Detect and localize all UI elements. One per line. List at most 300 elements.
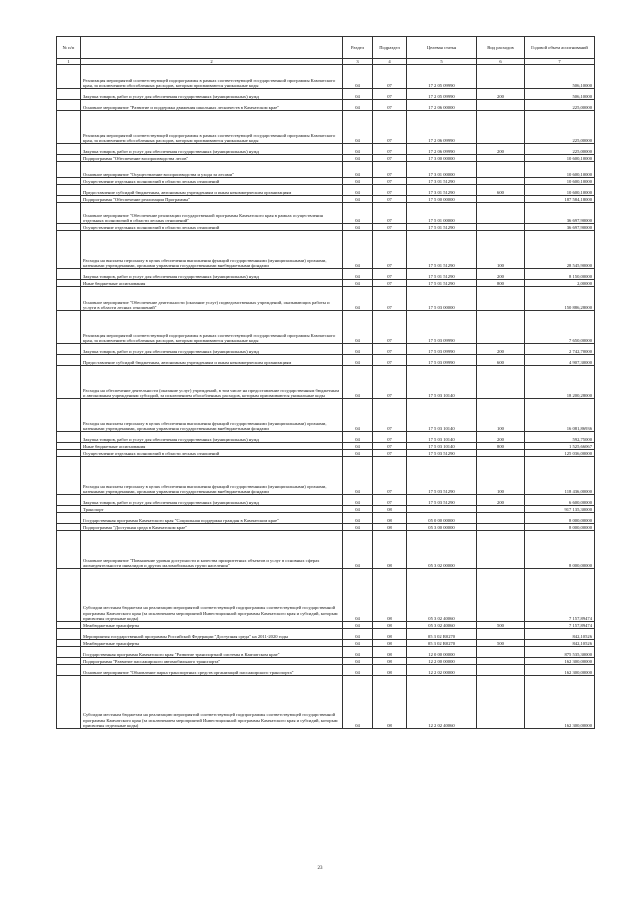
- row-razdel-cell: 04: [343, 640, 373, 647]
- row-amount-cell: 875 535,30000: [525, 647, 595, 658]
- row-target-cell: 12 2 02 00000: [407, 665, 477, 676]
- header-podrazdel: Подраздел: [373, 37, 407, 59]
- header-razdel: Раздел: [343, 37, 373, 59]
- row-amount-cell: 162 300,00000: [525, 676, 595, 729]
- row-name-cell: Расходы на выплаты персоналу в целях обеспечения выполнения функций государственными (муниципальными) органами, казенными учреждениями, органами управления государственными внебюджетными фондами: [81, 399, 343, 432]
- row-number-cell: [57, 366, 81, 399]
- row-name-cell: Основное мероприятие "Обновление парка транспортных средств организаций пассажирского транспорта": [81, 665, 343, 676]
- row-number-cell: [57, 647, 81, 658]
- row-podrazdel-cell: 07: [373, 287, 407, 311]
- row-name-cell: Закупка товаров, работ и услуг для обеспечения государственных (муниципальных) нужд: [81, 344, 343, 355]
- row-razdel-cell: 04: [343, 622, 373, 629]
- row-name-cell: Межбюджетные трансферты: [81, 640, 343, 647]
- row-podrazdel-cell: 07: [373, 89, 407, 100]
- row-name-cell: Подпрограмма "Обеспечение воспроизводства лесов": [81, 155, 343, 162]
- row-amount-cell: 150 886,28000: [525, 287, 595, 311]
- row-type-cell: 800: [477, 280, 525, 287]
- table-row: [57, 450, 595, 457]
- row-amount-cell: 2,00000: [525, 280, 595, 287]
- row-number-cell: [57, 443, 81, 450]
- row-number-cell: [57, 658, 81, 665]
- row-type-cell: [477, 513, 525, 524]
- row-target-cell: 17 5 03 00000: [407, 287, 477, 311]
- row-name-cell: Реализация мероприятий соответствующей подпрограммы в рамках соответствующей государственной программы Камчатского края, за исключением обособленных расходов, которым присваиваются уникальные коды: [81, 111, 343, 144]
- row-amount-cell: 10 600,10000: [525, 178, 595, 185]
- row-razdel-cell: 04: [343, 432, 373, 443]
- row-target-cell: 17 5 03 51290: [407, 457, 477, 495]
- row-name-cell: Иные бюджетные ассигнования: [81, 443, 343, 450]
- row-razdel-cell: 04: [343, 311, 373, 344]
- table-row: [57, 676, 595, 729]
- row-target-cell: 17 2 05 09990: [407, 89, 477, 100]
- row-podrazdel-cell: 07: [373, 100, 407, 111]
- row-target-cell: 17 5 01 51290: [407, 224, 477, 231]
- row-type-cell: [477, 203, 525, 224]
- table-row: [57, 311, 595, 344]
- row-type-cell: [477, 450, 525, 457]
- row-razdel-cell: 04: [343, 658, 373, 665]
- row-razdel-cell: 04: [343, 203, 373, 224]
- row-type-cell: [477, 531, 525, 569]
- row-number-cell: [57, 531, 81, 569]
- row-target-cell: 17 2 05 09990: [407, 65, 477, 89]
- row-podrazdel-cell: 07: [373, 366, 407, 399]
- header-number: № п/п: [57, 37, 81, 59]
- row-razdel-cell: 04: [343, 100, 373, 111]
- row-number-cell: [57, 111, 81, 144]
- row-podrazdel-cell: 08: [373, 513, 407, 524]
- row-podrazdel-cell: 07: [373, 155, 407, 162]
- row-podrazdel-cell: 08: [373, 658, 407, 665]
- row-razdel-cell: 04: [343, 162, 373, 178]
- row-name-cell: Подпрограмма "Обеспечение реализации Программы": [81, 196, 343, 203]
- row-type-cell: 200: [477, 495, 525, 506]
- row-razdel-cell: 04: [343, 457, 373, 495]
- table-row: [57, 100, 595, 111]
- row-podrazdel-cell: 07: [373, 224, 407, 231]
- row-podrazdel-cell: 08: [373, 640, 407, 647]
- row-name-cell: Закупка товаров, работ и услуг для обеспечения государственных (муниципальных) нужд: [81, 495, 343, 506]
- row-amount-cell: 8 000,00000: [525, 531, 595, 569]
- row-podrazdel-cell: 07: [373, 344, 407, 355]
- table-row: [57, 524, 595, 531]
- row-razdel-cell: 04: [343, 531, 373, 569]
- row-number-cell: [57, 640, 81, 647]
- row-amount-cell: 2 742,70000: [525, 344, 595, 355]
- table-row: [57, 224, 595, 231]
- row-type-cell: 600: [477, 355, 525, 366]
- row-name-cell: Закупка товаров, работ и услуг для обеспечения государственных (муниципальных) нужд: [81, 432, 343, 443]
- row-amount-cell: 8 000,00000: [525, 524, 595, 531]
- row-type-cell: 100: [477, 399, 525, 432]
- row-podrazdel-cell: 08: [373, 569, 407, 622]
- row-amount-cell: 7 157,89474: [525, 622, 595, 629]
- row-number-cell: [57, 622, 81, 629]
- row-target-cell: 17 3 01 00000: [407, 162, 477, 178]
- row-podrazdel-cell: 07: [373, 111, 407, 144]
- row-name-cell: Мероприятия государственной программы Российской Федерации "Доступная среда" на 2011-2020 годы: [81, 629, 343, 640]
- row-name-cell: Осуществление отдельных полномочий в области лесных отношений: [81, 450, 343, 457]
- header-name: [81, 37, 343, 59]
- row-amount-cell: 506,10000: [525, 65, 595, 89]
- column-number: 1: [57, 59, 81, 65]
- row-amount-cell: 10 600,10000: [525, 162, 595, 178]
- row-podrazdel-cell: 08: [373, 622, 407, 629]
- column-number: 6: [477, 59, 525, 65]
- table-row: [57, 506, 595, 513]
- row-type-cell: [477, 629, 525, 640]
- row-number-cell: [57, 495, 81, 506]
- row-target-cell: 17 2 06 09990: [407, 111, 477, 144]
- row-amount-cell: 225,00000: [525, 111, 595, 144]
- row-podrazdel-cell: 07: [373, 196, 407, 203]
- row-amount-cell: 28 545,90000: [525, 231, 595, 269]
- table-row: [57, 155, 595, 162]
- row-name-cell: Иные бюджетные ассигнования: [81, 280, 343, 287]
- row-target-cell: 05 3 02 00000: [407, 531, 477, 569]
- row-podrazdel-cell: 07: [373, 311, 407, 344]
- row-number-cell: [57, 629, 81, 640]
- row-amount-cell: 4 907,30000: [525, 355, 595, 366]
- row-target-cell: 17 2 06 00000: [407, 100, 477, 111]
- row-type-cell: [477, 665, 525, 676]
- row-razdel-cell: 04: [343, 450, 373, 457]
- table-row: [57, 457, 595, 495]
- row-amount-cell: 187 584,18000: [525, 196, 595, 203]
- row-podrazdel-cell: 07: [373, 65, 407, 89]
- table-row: [57, 344, 595, 355]
- budget-table: [56, 36, 595, 729]
- row-razdel-cell: 04: [343, 506, 373, 513]
- row-type-cell: 200: [477, 144, 525, 155]
- row-number-cell: [57, 269, 81, 280]
- row-podrazdel-cell: 07: [373, 280, 407, 287]
- row-type-cell: 200: [477, 269, 525, 280]
- row-razdel-cell: 04: [343, 155, 373, 162]
- row-podrazdel-cell: 07: [373, 443, 407, 450]
- row-target-cell: 05 3 02 R0270: [407, 629, 477, 640]
- row-target-cell: 05 3 02 40060: [407, 569, 477, 622]
- table-row: [57, 65, 595, 89]
- row-razdel-cell: 04: [343, 89, 373, 100]
- table-row: [57, 640, 595, 647]
- table-row: [57, 280, 595, 287]
- row-amount-cell: 125 036,00000: [525, 450, 595, 457]
- row-razdel-cell: 04: [343, 629, 373, 640]
- row-target-cell: 17 5 03 51290: [407, 450, 477, 457]
- row-name-cell: Расходы на выплаты персоналу в целях обеспечения выполнения функций государственными (муниципальными) органами, казенными учреждениями, органами управления государственными внебюджетными фондами: [81, 231, 343, 269]
- row-number-cell: [57, 203, 81, 224]
- row-name-cell: Субсидии местным бюджетам на реализацию мероприятий соответствующей подпрограммы соответствующей государственной программы Камчатского края (за исключением мероприятий Инвестиционной программы Камчатского края и субсидий, которым присвоены отдельные коды): [81, 569, 343, 622]
- row-number-cell: [57, 311, 81, 344]
- row-razdel-cell: 04: [343, 366, 373, 399]
- row-type-cell: [477, 224, 525, 231]
- row-razdel-cell: 04: [343, 65, 373, 89]
- row-podrazdel-cell: 08: [373, 665, 407, 676]
- row-type-cell: [477, 506, 525, 513]
- column-number: 3: [343, 59, 373, 65]
- table-row: [57, 658, 595, 665]
- row-amount-cell: 225,00000: [525, 144, 595, 155]
- row-podrazdel-cell: 07: [373, 399, 407, 432]
- row-amount-cell: 10 600,10000: [525, 155, 595, 162]
- row-number-cell: [57, 457, 81, 495]
- row-name-cell: Осуществление отдельных полномочий в области лесных отношений: [81, 224, 343, 231]
- row-amount-cell: 18 200,28000: [525, 366, 595, 399]
- row-type-cell: 200: [477, 89, 525, 100]
- row-target-cell: 17 5 01 00000: [407, 203, 477, 224]
- table-row: [57, 185, 595, 196]
- row-target-cell: 17 5 01 51290: [407, 269, 477, 280]
- table-row: [57, 287, 595, 311]
- row-target-cell: 17 3 01 51290: [407, 185, 477, 196]
- row-podrazdel-cell: 07: [373, 450, 407, 457]
- table-row: [57, 443, 595, 450]
- row-type-cell: [477, 287, 525, 311]
- row-name-cell: Государственная программа Камчатского края "Развитие транспортной системы в Камчатском крае": [81, 647, 343, 658]
- row-number-cell: [57, 676, 81, 729]
- row-razdel-cell: 04: [343, 355, 373, 366]
- row-name-cell: Основное мероприятие "Обеспечение реализации государственной программы Камчатского края в рамках осуществления отдельных полномочий в области лесных отношений": [81, 203, 343, 224]
- row-name-cell: Транспорт: [81, 506, 343, 513]
- row-podrazdel-cell: 07: [373, 269, 407, 280]
- row-podrazdel-cell: 07: [373, 457, 407, 495]
- table-row: [57, 647, 595, 658]
- row-number-cell: [57, 399, 81, 432]
- row-amount-cell: 7 157,89474: [525, 569, 595, 622]
- row-amount-cell: 7 650,00000: [525, 311, 595, 344]
- row-razdel-cell: 04: [343, 185, 373, 196]
- table-row: [57, 399, 595, 432]
- table-row: [57, 513, 595, 524]
- row-razdel-cell: 04: [343, 178, 373, 185]
- row-name-cell: Субсидии местным бюджетам на реализацию мероприятий соответствующей подпрограммы соответствующей государственной программы Камчатского края (за исключением мероприятий Инвестиционной программы Камчатского края и субсидий, которым присвоены отдельные коды): [81, 676, 343, 729]
- row-razdel-cell: 04: [343, 513, 373, 524]
- row-podrazdel-cell: 07: [373, 162, 407, 178]
- row-number-cell: [57, 185, 81, 196]
- row-number-cell: [57, 178, 81, 185]
- row-type-cell: 200: [477, 344, 525, 355]
- row-type-cell: 500: [477, 640, 525, 647]
- row-type-cell: [477, 162, 525, 178]
- row-number-cell: [57, 162, 81, 178]
- row-name-cell: Закупка товаров, работ и услуг для обеспечения государственных (муниципальных) нужд: [81, 144, 343, 155]
- table-row: [57, 111, 595, 144]
- row-type-cell: 100: [477, 231, 525, 269]
- row-name-cell: Основное мероприятие "Развитие и поддержка движения школьных лесничеств в Камчатском крае": [81, 100, 343, 111]
- column-number: 7: [525, 59, 595, 65]
- row-target-cell: 17 5 00 00000: [407, 196, 477, 203]
- row-target-cell: 17 5 03 10140: [407, 443, 477, 450]
- row-type-cell: [477, 111, 525, 144]
- row-type-cell: [477, 569, 525, 622]
- row-razdel-cell: 04: [343, 224, 373, 231]
- table-row: [57, 203, 595, 224]
- row-number-cell: [57, 506, 81, 513]
- row-name-cell: Реализация мероприятий соответствующей подпрограммы в рамках соответствующей государственной программы Камчатского края, за исключением обособленных расходов, которым присваиваются уникальные коды: [81, 311, 343, 344]
- row-amount-cell: 842,10526: [525, 640, 595, 647]
- row-podrazdel-cell: 07: [373, 432, 407, 443]
- row-number-cell: [57, 569, 81, 622]
- table-row: [57, 495, 595, 506]
- row-target-cell: 05 3 02 R0270: [407, 640, 477, 647]
- table-row: [57, 269, 595, 280]
- row-amount-cell: 16 081,86936: [525, 399, 595, 432]
- table-header: [57, 37, 595, 65]
- row-amount-cell: 842,10526: [525, 629, 595, 640]
- row-razdel-cell: 04: [343, 647, 373, 658]
- row-podrazdel-cell: 08: [373, 676, 407, 729]
- row-target-cell: 05 3 00 00000: [407, 524, 477, 531]
- row-podrazdel-cell: 08: [373, 506, 407, 513]
- row-number-cell: [57, 196, 81, 203]
- row-amount-cell: 36 697,90000: [525, 224, 595, 231]
- row-name-cell: Предоставление субсидий бюджетным, автономным учреждениям и иным некоммерческим организациям: [81, 185, 343, 196]
- row-target-cell: 17 5 03 10140: [407, 399, 477, 432]
- row-amount-cell: 36 697,90000: [525, 203, 595, 224]
- row-number-cell: [57, 355, 81, 366]
- row-razdel-cell: 04: [343, 495, 373, 506]
- row-number-cell: [57, 344, 81, 355]
- row-type-cell: [477, 366, 525, 399]
- table-row: [57, 622, 595, 629]
- row-name-cell: Расходы на обеспечение деятельности (оказание услуг) учреждений, в том числе на предоставление государственным бюджетным и автономным учреждениям субсидий, за исключением обособленных расходов, которым присваиваются уникальные коды: [81, 366, 343, 399]
- row-podrazdel-cell: 08: [373, 524, 407, 531]
- row-type-cell: 800: [477, 443, 525, 450]
- row-number-cell: [57, 89, 81, 100]
- row-type-cell: [477, 100, 525, 111]
- row-number-cell: [57, 287, 81, 311]
- row-amount-cell: 118 436,00000: [525, 457, 595, 495]
- row-target-cell: 17 5 03 10140: [407, 366, 477, 399]
- row-target-cell: 12 2 02 40060: [407, 676, 477, 729]
- row-target-cell: 17 3 00 00000: [407, 155, 477, 162]
- row-number-cell: [57, 665, 81, 676]
- row-target-cell: 12 0 00 00000: [407, 647, 477, 658]
- row-name-cell: Основное мероприятие "Повышение уровня доступности и качества приоритетных объектов и услуг в основных сферах жизнедеятельности инвалидов и других маломобильных групп населения": [81, 531, 343, 569]
- column-number: 5: [407, 59, 477, 65]
- row-type-cell: [477, 178, 525, 185]
- row-target-cell: 17 5 03 09990: [407, 344, 477, 355]
- row-razdel-cell: 04: [343, 399, 373, 432]
- table-row: [57, 355, 595, 366]
- row-razdel-cell: 04: [343, 443, 373, 450]
- row-type-cell: [477, 676, 525, 729]
- row-target-cell: 17 5 03 51290: [407, 495, 477, 506]
- row-type-cell: [477, 311, 525, 344]
- row-amount-cell: 10 600,10000: [525, 185, 595, 196]
- row-type-cell: 600: [477, 185, 525, 196]
- row-razdel-cell: 04: [343, 665, 373, 676]
- row-podrazdel-cell: 08: [373, 629, 407, 640]
- row-name-cell: Реализация мероприятий соответствующей подпрограммы в рамках соответствующей государственной программы Камчатского края, за исключением обособленных расходов, которым присваиваются уникальные коды: [81, 65, 343, 89]
- row-amount-cell: 225,00000: [525, 100, 595, 111]
- row-amount-cell: 506,10000: [525, 89, 595, 100]
- row-type-cell: [477, 658, 525, 665]
- row-podrazdel-cell: 08: [373, 531, 407, 569]
- row-razdel-cell: 04: [343, 676, 373, 729]
- row-razdel-cell: 04: [343, 287, 373, 311]
- row-razdel-cell: 04: [343, 269, 373, 280]
- table-row: [57, 178, 595, 185]
- row-target-cell: 17 5 03 09990: [407, 355, 477, 366]
- row-type-cell: [477, 155, 525, 162]
- row-razdel-cell: 04: [343, 111, 373, 144]
- row-name-cell: Осуществление отдельных полномочий в области лесных отношений: [81, 178, 343, 185]
- table-row: [57, 665, 595, 676]
- row-number-cell: [57, 524, 81, 531]
- table-row: [57, 629, 595, 640]
- row-type-cell: 200: [477, 432, 525, 443]
- row-amount-cell: 162 300,00000: [525, 665, 595, 676]
- table-row: [57, 196, 595, 203]
- row-amount-cell: 8 000,00000: [525, 513, 595, 524]
- row-number-cell: [57, 155, 81, 162]
- row-target-cell: 17 5 03 09990: [407, 311, 477, 344]
- row-target-cell: [407, 506, 477, 513]
- row-amount-cell: 6 600,00000: [525, 495, 595, 506]
- table-body: [57, 65, 595, 729]
- row-type-cell: 100: [477, 457, 525, 495]
- row-name-cell: Подпрограмма "Развитие пассажирского автомобильного транспорта": [81, 658, 343, 665]
- row-name-cell: Расходы на выплаты персоналу в целях обеспечения выполнения функций государственными (муниципальными) органами, казенными учреждениями, органами управления государственными внебюджетными фондами: [81, 457, 343, 495]
- row-number-cell: [57, 65, 81, 89]
- row-type-cell: [477, 524, 525, 531]
- row-amount-cell: 592,75000: [525, 432, 595, 443]
- row-number-cell: [57, 432, 81, 443]
- row-target-cell: 17 5 03 10140: [407, 432, 477, 443]
- row-razdel-cell: 04: [343, 344, 373, 355]
- row-amount-cell: 162 300,00000: [525, 658, 595, 665]
- row-podrazdel-cell: 07: [373, 495, 407, 506]
- table-row: [57, 366, 595, 399]
- table-row: [57, 144, 595, 155]
- row-target-cell: 12 2 00 00000: [407, 658, 477, 665]
- row-number-cell: [57, 450, 81, 457]
- row-name-cell: Закупка товаров, работ и услуг для обеспечения государственных (муниципальных) нужд: [81, 89, 343, 100]
- row-number-cell: [57, 280, 81, 287]
- row-target-cell: 17 3 01 51290: [407, 178, 477, 185]
- table-row: [57, 569, 595, 622]
- row-razdel-cell: 04: [343, 196, 373, 203]
- row-amount-cell: 8 150,00000: [525, 269, 595, 280]
- row-podrazdel-cell: 07: [373, 231, 407, 269]
- page-number: 23: [317, 866, 323, 871]
- row-razdel-cell: 04: [343, 280, 373, 287]
- header-amount: Годовой объем ассигнований: [525, 37, 595, 59]
- row-podrazdel-cell: 07: [373, 355, 407, 366]
- row-podrazdel-cell: 07: [373, 144, 407, 155]
- row-target-cell: 17 5 01 51290: [407, 231, 477, 269]
- row-number-cell: [57, 231, 81, 269]
- row-name-cell: Основное мероприятие "Осуществление воспроизводства и ухода за лесами": [81, 162, 343, 178]
- table-row: [57, 531, 595, 569]
- row-razdel-cell: 04: [343, 524, 373, 531]
- row-number-cell: [57, 100, 81, 111]
- row-name-cell: Закупка товаров, работ и услуг для обеспечения государственных (муниципальных) нужд: [81, 269, 343, 280]
- table-row: [57, 162, 595, 178]
- row-podrazdel-cell: 07: [373, 178, 407, 185]
- row-number-cell: [57, 513, 81, 524]
- row-amount-cell: 1 525,66067: [525, 443, 595, 450]
- header-target: Целевая статья: [407, 37, 477, 59]
- row-target-cell: 05 3 02 40060: [407, 622, 477, 629]
- row-razdel-cell: 04: [343, 144, 373, 155]
- row-number-cell: [57, 144, 81, 155]
- row-name-cell: Подпрограмма "Доступная среда в Камчатском крае": [81, 524, 343, 531]
- header-type: Вид расходов: [477, 37, 525, 59]
- table-row: [57, 89, 595, 100]
